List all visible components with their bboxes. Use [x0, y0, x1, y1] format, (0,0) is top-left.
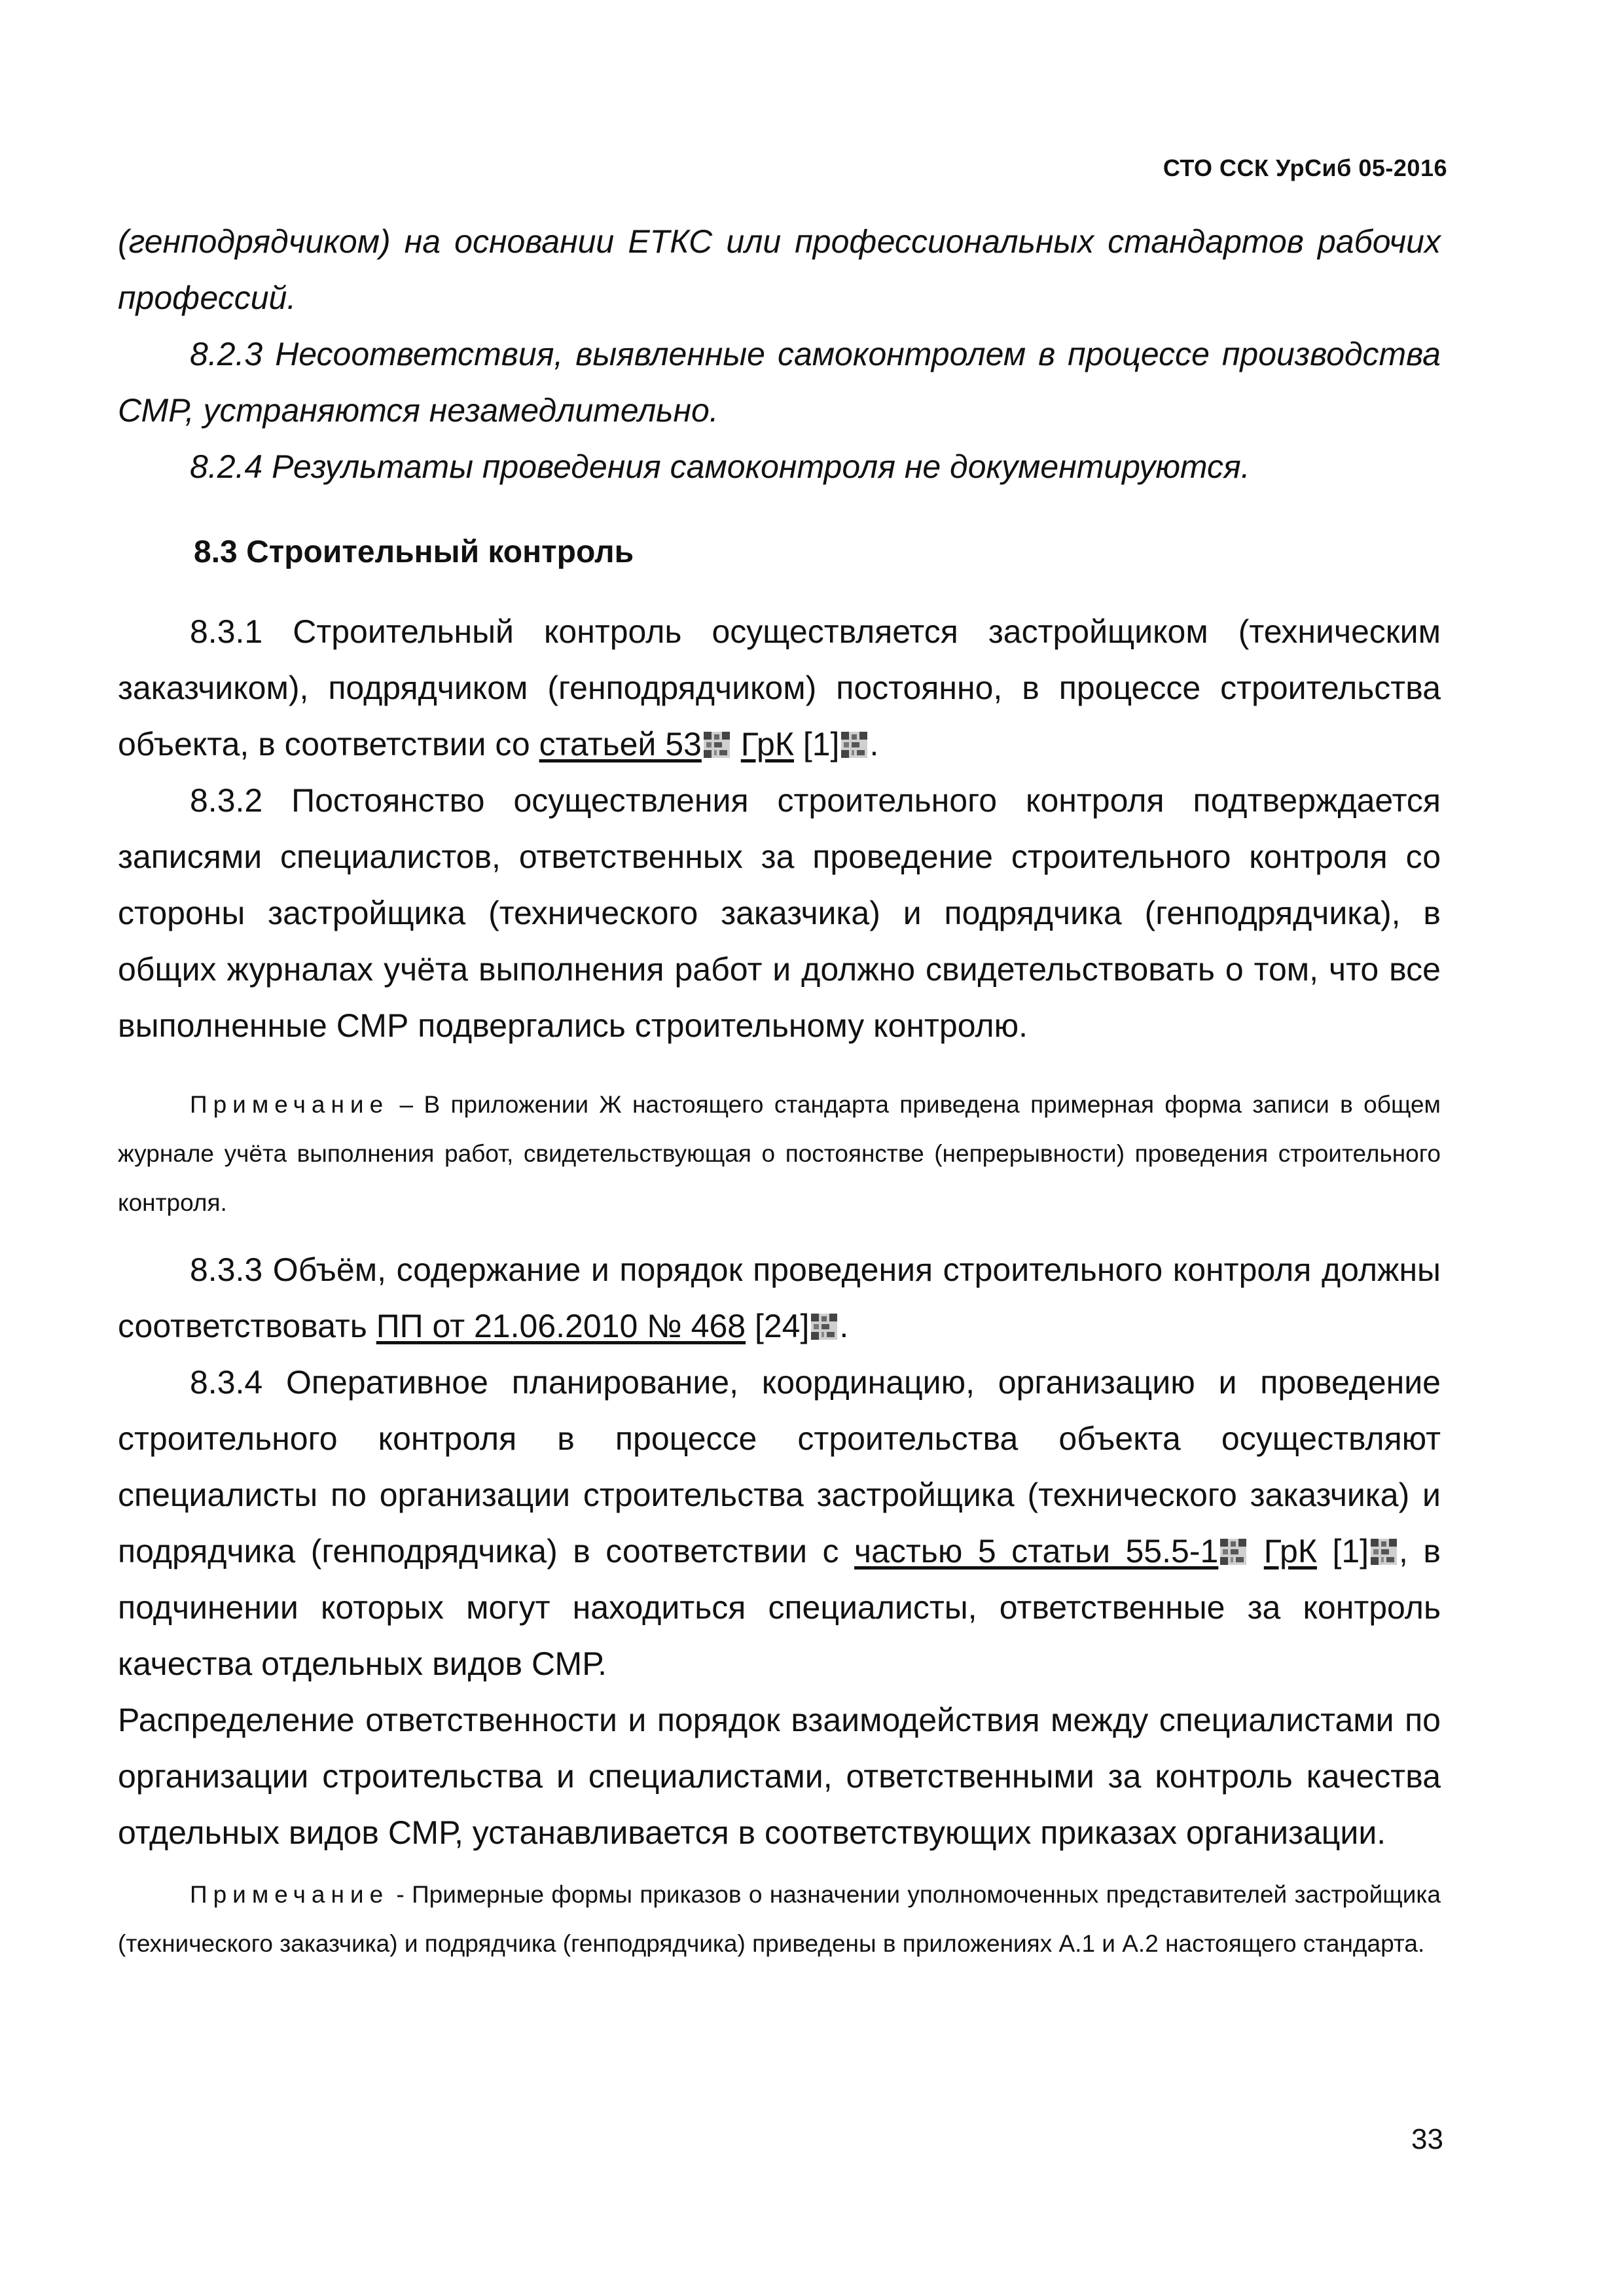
paragraph-8-3-4-tail: , в подчинении которых могут находиться специалисты, ответственные за контроль качества отдельных видов СМР.	[118, 1533, 1441, 1682]
qr-code-icon	[811, 1314, 837, 1340]
reference-1: [1]	[793, 726, 840, 762]
qr-code-icon	[1371, 1539, 1397, 1565]
paragraph-8-2-3: 8.2.3 Несоответствия, выявленные самоконтролем в процессе производства СМР, устраняются незамедлительно.	[118, 336, 1441, 429]
note-1-label: Примечание	[190, 1091, 389, 1118]
paragraph-8-3-3-end: .	[839, 1308, 849, 1344]
paragraph-8-3-3	[118, 1242, 1441, 1354]
reference-1: [1]	[1316, 1533, 1369, 1570]
link-grk[interactable]: ГрК	[740, 726, 794, 762]
note-1-text: – В приложении Ж настоящего стандарта приведена примерная форма записи в общем журнале учёта выполнения работ, свидетельствующая о постоянстве (непрерывности) проведения строительного контроля.	[118, 1091, 1441, 1216]
note-1	[118, 1080, 1441, 1227]
reference-24: [24]	[746, 1308, 810, 1344]
note-2-label: Примечание	[190, 1881, 389, 1908]
link-grk[interactable]: ГрК	[1263, 1533, 1317, 1570]
paragraph-8-3-1	[118, 603, 1441, 772]
document-code-header: СТО ССК УрСиб 05-2016	[1163, 154, 1447, 181]
paragraph-8-3-1-end: .	[869, 726, 879, 762]
qr-code-icon	[841, 732, 867, 758]
paragraph-8-3-2: 8.3.2 Постоянство осуществления строительного контроля подтверждается записями специалистов, ответственных за проведение строительного контроля со стороны застройщика (технического заказчика) и подрядчика (генподрядчика), в общих журналах учёта выполнения работ и должно свидетельствовать о том, что все выполненные СМР подвергались строительному контролю.	[118, 782, 1441, 1044]
paragraph-8-3-4	[118, 1354, 1441, 1692]
page-number: 33	[1411, 2123, 1443, 2155]
link-pp-468[interactable]: ПП от 21.06.2010 № 468	[376, 1308, 746, 1344]
link-part-5-article-55-5-1[interactable]: частью 5 статьи 55.5-1	[854, 1533, 1219, 1570]
paragraph-8-3-4-text: 8.3.4 Оперативное планирование, координацию, организацию и проведение строительного контроля в процессе строительства объекта осуществляют специалисты по организации строительства застройщика (технического заказчика) и подрядчика (генподрядчика) в соответствии с	[118, 1364, 1441, 1570]
note-2	[118, 1870, 1441, 1968]
paragraph-8-3-3-text: 8.3.3 Объём, содержание и порядок проведения строительного контроля должны соответствовать	[118, 1251, 1441, 1344]
qr-code-icon	[1220, 1539, 1246, 1565]
paragraph-8-2-4: 8.2.4 Результаты проведения самоконтроля не документируются.	[190, 448, 1250, 485]
section-heading-8-3: 8.3 Строительный контроль	[194, 535, 634, 569]
paragraph-continuation: (генподрядчиком) на основании ЕТКС или профессиональных стандартов рабочих профессий.	[118, 223, 1441, 316]
paragraph-8-3-1-text: 8.3.1 Строительный контроль осуществляется застройщиком (техническим заказчиком), подрядчиком (генподрядчиком) постоянно, в процессе строительства объекта, в соответствии со	[118, 613, 1441, 762]
qr-code-icon	[704, 732, 730, 758]
link-article-53[interactable]: статьей 53	[539, 726, 702, 762]
document-body	[118, 213, 1441, 1968]
note-2-text: - Примерные формы приказов о назначении уполномоченных представителей застройщика (технического заказчика) и подрядчика (генподрядчика) приведены в приложениях А.1 и А.2 настоящего стандарта.	[118, 1881, 1441, 1957]
paragraph-distribution: Распределение ответственности и порядок взаимодействия между специалистами по организации строительства и специалистами, ответственными за контроль качества отдельных видов СМР, устанавливается в соответствующих приказах организации.	[118, 1702, 1441, 1851]
